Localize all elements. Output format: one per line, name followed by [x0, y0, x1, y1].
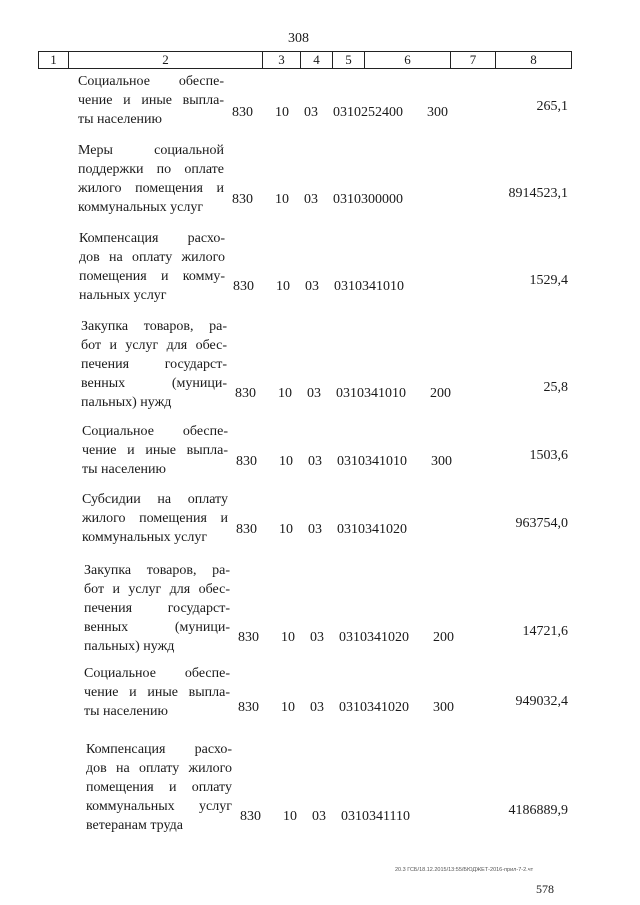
cell-c3: 830 — [233, 279, 254, 294]
header-col-6: 6 — [365, 52, 451, 68]
cell-c4: 10 — [275, 192, 289, 207]
header-col-8: 8 — [530, 52, 537, 67]
description-line: Субсидии на оплату — [82, 492, 228, 507]
cell-c6: 0310341020 — [339, 700, 409, 715]
header-col-5: 5 — [333, 52, 365, 68]
cell-c4: 10 — [279, 454, 293, 469]
cell-c5: 03 — [305, 279, 319, 294]
description-line: Социальное обеспе- — [84, 666, 230, 681]
description-line: Закупка товаров, ра- — [81, 319, 227, 334]
description-line: коммунальных услуг — [78, 200, 204, 215]
description-line: Закупка товаров, ра- — [84, 563, 230, 578]
cell-c8: 8914523,1 — [508, 186, 568, 201]
cell-c6: 0310341010 — [337, 454, 407, 469]
description-line: ветеранам труда — [86, 818, 183, 833]
description-line: Компенсация расхо- — [79, 231, 225, 246]
page-number: 308 — [288, 31, 309, 46]
description-line: венных (муници- — [84, 620, 230, 635]
cell-c8: 4186889,9 — [508, 803, 568, 818]
row-description — [78, 72, 224, 129]
row-description — [84, 561, 230, 656]
row-description — [86, 740, 232, 835]
cell-c8: 265,1 — [536, 99, 568, 114]
row-description — [79, 229, 225, 305]
cell-c4: 10 — [278, 386, 292, 401]
cell-c6: 0310341020 — [339, 630, 409, 645]
footer-document-code: 20.3 ГСБ/18.12.2015/13:55/БЮДЖЕТ-2016-прил-7-2.чт — [395, 867, 534, 873]
cell-c6: 0310341010 — [334, 279, 404, 294]
cell-c5: 03 — [308, 522, 322, 537]
cell-c8: 25,8 — [543, 380, 568, 395]
header-col-3: 3 — [263, 52, 301, 68]
description-line: пальных) нужд — [81, 395, 172, 410]
cell-c3: 830 — [236, 522, 257, 537]
cell-c3: 830 — [232, 192, 253, 207]
cell-c6: 0310341020 — [337, 522, 407, 537]
cell-c8: 1529,4 — [529, 273, 568, 288]
description-line: дов на оплату жилого — [79, 250, 225, 265]
row-description — [82, 422, 228, 479]
cell-c8: 963754,0 — [515, 516, 568, 531]
description-line: пальных) нужд — [84, 639, 175, 654]
cell-c5: 03 — [304, 105, 318, 120]
description-line: нальных услуг — [79, 288, 167, 303]
cell-c7: 200 — [433, 630, 454, 645]
cell-c7: 300 — [433, 700, 454, 715]
description-line: жилого помещения и — [78, 181, 224, 196]
cell-c4: 10 — [283, 809, 297, 824]
cell-c4: 10 — [276, 279, 290, 294]
description-line: ты населению — [84, 704, 168, 719]
description-line: поддержки по оплате — [78, 162, 224, 177]
cell-c3: 830 — [240, 809, 261, 824]
cell-c7: 300 — [431, 454, 452, 469]
cell-c6: 0310341110 — [341, 809, 410, 824]
cell-c4: 10 — [275, 105, 289, 120]
cell-c4: 10 — [279, 522, 293, 537]
description-line: печения государст- — [81, 357, 227, 372]
header-col-1: 1 — [39, 52, 69, 68]
cell-c3: 830 — [238, 630, 259, 645]
description-line: дов на оплату жилого — [86, 761, 232, 776]
cell-c6: 0310252400 — [333, 105, 403, 120]
description-line: помещения и оплату — [86, 780, 232, 795]
cell-c8: 1503,6 — [529, 448, 568, 463]
description-line: Компенсация расхо- — [86, 742, 232, 757]
description-line: жилого помещения и — [82, 511, 228, 526]
description-line: коммунальных услуг — [86, 799, 232, 814]
cell-c5: 03 — [307, 386, 321, 401]
cell-c3: 830 — [235, 386, 256, 401]
description-line: чение и иные выпла- — [78, 93, 224, 108]
description-line: ты населению — [82, 462, 166, 477]
header-col-7: 7 — [451, 52, 496, 68]
cell-c5: 03 — [312, 809, 326, 824]
row-description — [78, 141, 224, 217]
cell-c4: 10 — [281, 630, 295, 645]
cell-c3: 830 — [232, 105, 253, 120]
row-description — [81, 317, 227, 412]
description-line: бот и услуг для обес- — [81, 338, 227, 353]
sheet-number: 578 — [536, 882, 554, 896]
cell-c8: 949032,4 — [515, 694, 568, 709]
description-line: коммунальных услуг — [82, 530, 208, 545]
row-description — [84, 664, 230, 721]
description-line: чение и иные выпла- — [84, 685, 230, 700]
cell-c5: 03 — [308, 454, 322, 469]
description-line: ты населению — [78, 112, 162, 127]
cell-c7: 300 — [427, 105, 448, 120]
description-line: венных (муници- — [81, 376, 227, 391]
cell-c3: 830 — [238, 700, 259, 715]
cell-c4: 10 — [281, 700, 295, 715]
description-line: бот и услуг для обес- — [84, 582, 230, 597]
cell-c6: 0310341010 — [336, 386, 406, 401]
cell-c5: 03 — [304, 192, 318, 207]
table-header-row — [38, 51, 572, 69]
cell-c3: 830 — [236, 454, 257, 469]
cell-c7: 200 — [430, 386, 451, 401]
description-line: печения государст- — [84, 601, 230, 616]
cell-c5: 03 — [310, 630, 324, 645]
description-line: Меры социальной — [78, 143, 224, 158]
description-line: чение и иные выпла- — [82, 443, 228, 458]
row-description — [82, 490, 228, 547]
description-line: Социальное обеспе- — [78, 74, 224, 89]
cell-c5: 03 — [310, 700, 324, 715]
description-line: Социальное обеспе- — [82, 424, 228, 439]
cell-c8: 14721,6 — [522, 624, 568, 639]
cell-c6: 0310300000 — [333, 192, 403, 207]
description-line: помещения и комму- — [79, 269, 225, 284]
header-col-4: 4 — [301, 52, 333, 68]
header-col-2: 2 — [69, 52, 263, 68]
